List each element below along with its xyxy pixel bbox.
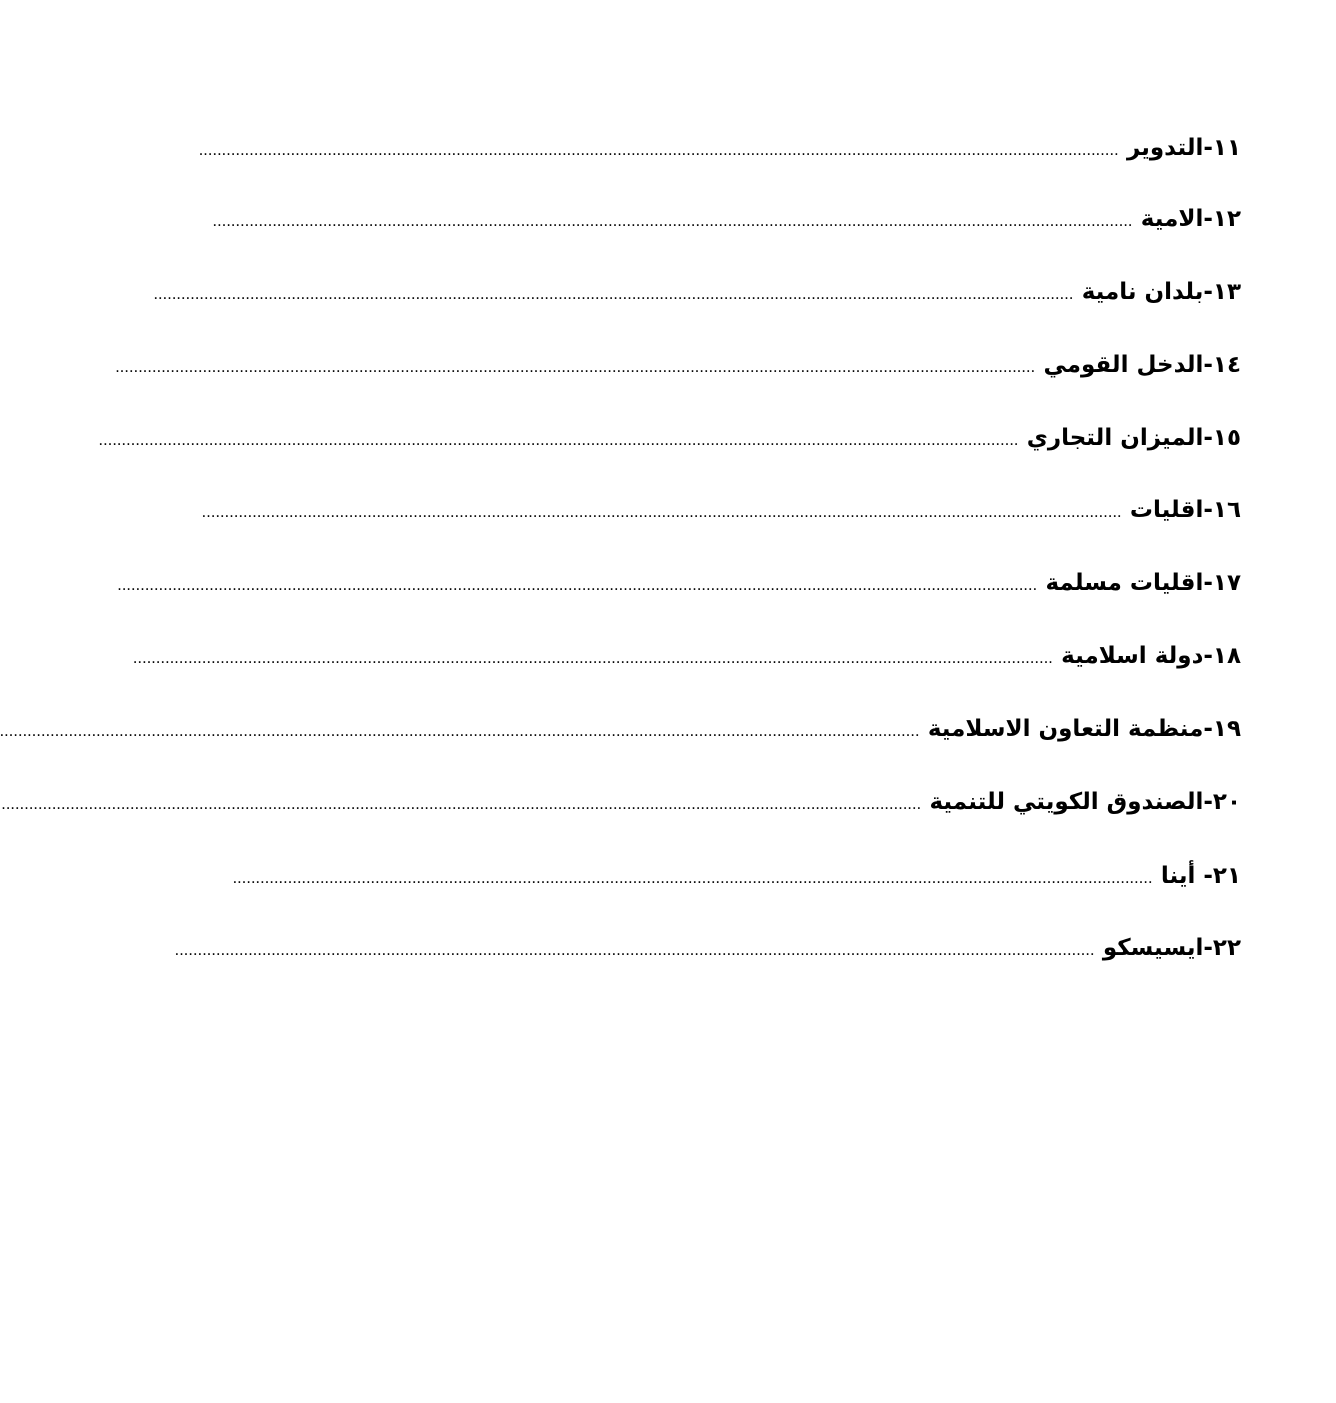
dot-leader: ........................................................................................................................................................................................................ xyxy=(153,286,1074,303)
toc-entry xyxy=(201,490,1241,530)
toc-entry xyxy=(198,128,1241,168)
dot-leader: ........................................................................................................................................................................................................ xyxy=(133,650,1054,667)
toc-entry-label: ١٣-بلدان نامية xyxy=(1081,279,1241,305)
toc-entry-label: ٢٠-الصندوق الكويتي للتنمية xyxy=(929,789,1241,815)
toc-entry xyxy=(1,782,1241,822)
dot-leader: ........................................................................................................................................................................................................ xyxy=(0,723,920,740)
toc-entry-label: ١٩-منظمة التعاون الاسلامية xyxy=(927,716,1241,742)
toc-entry xyxy=(0,709,1241,749)
dot-leader: ........................................................................................................................................................................................................ xyxy=(115,359,1036,376)
dot-leader: ........................................................................................................................................................................................................ xyxy=(98,432,1019,449)
toc-entry xyxy=(212,199,1241,239)
toc-entry-label: ١١-التدوير xyxy=(1126,135,1241,161)
dot-leader: ........................................................................................................................................................................................................ xyxy=(232,870,1153,887)
toc-entry-label: ١٦-اقليات xyxy=(1129,497,1241,523)
dot-leader: ........................................................................................................................................................................................................ xyxy=(174,942,1095,959)
toc-entry xyxy=(115,345,1241,385)
toc-entry-label: ١٢-الامية xyxy=(1140,206,1241,232)
toc-entry xyxy=(133,636,1241,676)
toc-entry-label: ٢١- أينا xyxy=(1160,863,1241,889)
dot-leader: ........................................................................................................................................................................................................ xyxy=(117,577,1038,594)
dot-leader: ........................................................................................................................................................................................................ xyxy=(198,142,1119,159)
dot-leader: ........................................................................................................................................................................................................ xyxy=(201,504,1122,521)
toc-entry xyxy=(117,563,1241,603)
toc-entry-label: ١٥-الميزان التجاري xyxy=(1026,425,1241,451)
dot-leader: ........................................................................................................................................................................................................ xyxy=(1,796,922,813)
toc-entry xyxy=(232,856,1241,896)
dot-leader: ........................................................................................................................................................................................................ xyxy=(212,213,1133,230)
toc-entry-label: ١٤-الدخل القومي xyxy=(1043,352,1241,378)
toc-entry xyxy=(153,272,1241,312)
toc-entry-label: ٢٢-ايسيسكو xyxy=(1102,935,1241,961)
toc-entry-label: ١٧-اقليات مسلمة xyxy=(1045,570,1241,596)
toc-entry-label: ١٨-دولة اسلامية xyxy=(1061,643,1241,669)
toc-entry xyxy=(98,418,1241,458)
toc-entry xyxy=(174,928,1241,968)
